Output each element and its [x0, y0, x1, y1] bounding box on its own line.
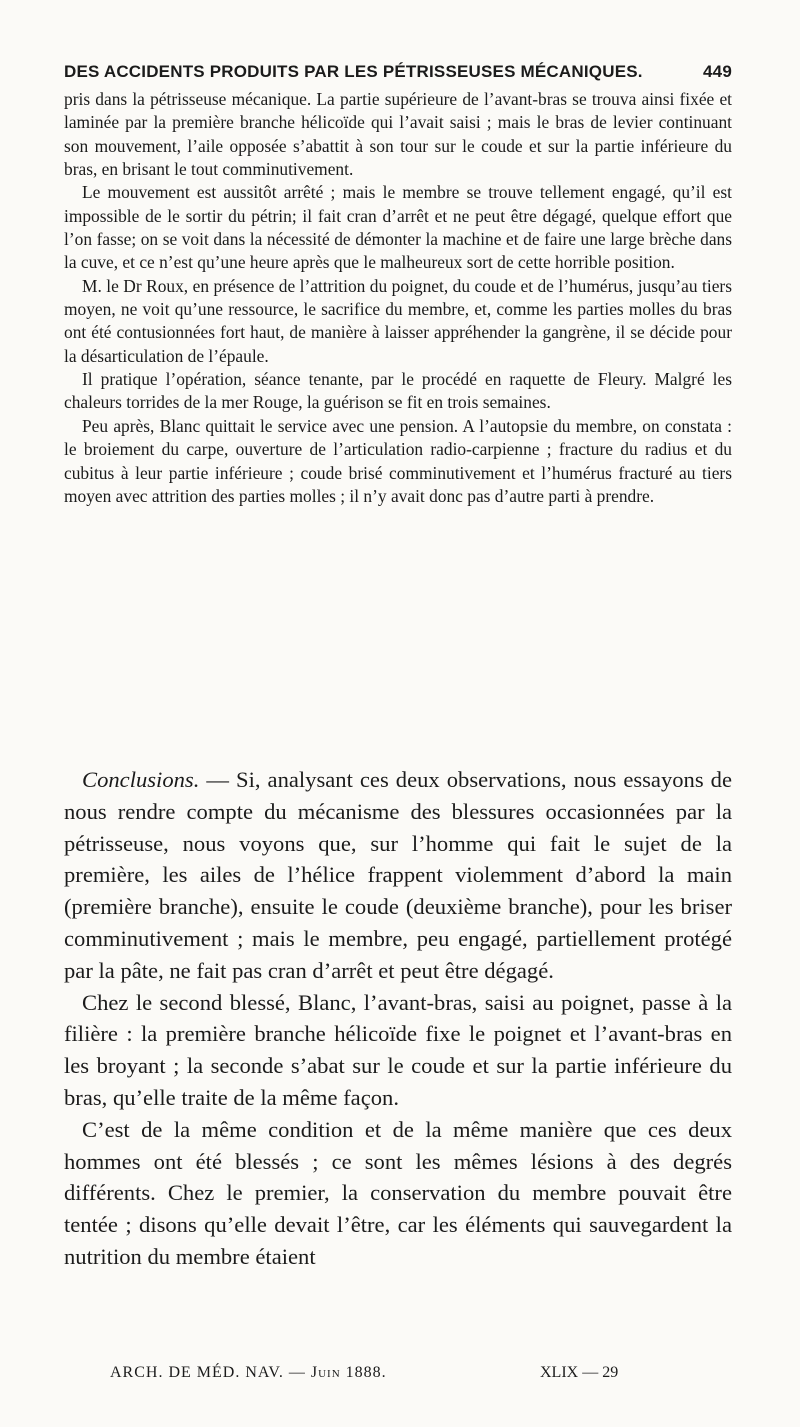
footer-signature: XLIX — 29 [540, 1364, 619, 1381]
running-header [64, 62, 732, 82]
case-report-text [64, 88, 732, 508]
paragraph: Chez le second blessé, Blanc, l’avant-bras, saisi au poignet, passe à la filière : la première branche hélicoïde fixe le poignet et l’avant-bras en les broyant ; la seconde s’abat sur le coude et sur la partie inférieure du bras, qu’elle traite de la même façon. [64, 989, 732, 1110]
conclusions-text: — Si, analysant ces deux observations, nous essayons de nous rendre compte du mécanisme des blessures occasionnées par la pétrisseuse, nous voyons que, sur l’homme qui fait le sujet de la première, les ailes de l’hélice frappent violemment d’abord la main (première branche), ensuite le coude (deuxième branche), pour les briser comminutivement ; mais le membre, peu engagé, partiellement protégé par la pâte, ne fait pas cran d’arrêt et peut être dégagé. [64, 767, 732, 983]
footer-journal: ARCH. DE MÉD. NAV. — Juin 1888. [110, 1364, 387, 1381]
conclusions-section [64, 764, 732, 1273]
paragraph: Le mouvement est aussitôt arrêté ; mais le membre se trouve tellement engagé, qu’il est impossible de le sortir du pétrin; il fait cran d’arrêt et ne peut être dégagé, quelque effort que l’on fasse; on se voit dans la nécessité de démonter la machine et de faire une large brèche dans la cuve, et ce n’est qu’une heure après que le malheureux sort de cette horrible position. [64, 182, 732, 273]
paragraph: Il pratique l’opération, séance tenante, par le procédé en raquette de Fleury. Malgré les chaleurs torrides de la mer Rouge, la guérison se fit en trois semaines. [64, 369, 732, 413]
conclusions-heading: Conclusions. [82, 767, 200, 792]
paragraph: M. le Dr Roux, en présence de l’attrition du poignet, du coude et de l’humérus, jusqu’au tiers moyen, ne voit qu’une ressource, le sacrifice du membre, et, comme les parties molles du bras ont été contusionnées fort haut, de manière à laisser appréhender la gangrène, il se décide pour la désarticulation de l’épaule. [64, 275, 732, 366]
header-title: DES ACCIDENTS PRODUITS PAR LES PÉTRISSEUSES MÉCANIQUES. [64, 62, 643, 81]
page-number: 449 [703, 62, 732, 81]
paragraph: Peu après, Blanc quittait le service avec une pension. A l’autopsie du membre, on constata : le broiement du carpe, ouverture de l’articulation radio-carpienne ; fracture du radius et du cubitus à leur partie inférieure ; coude brisé comminutivement et l’humérus fracturé au tiers moyen avec attrition des parties molles ; il n’y avait donc pas d’autre parti à prendre. [64, 415, 732, 506]
paragraph-continued: pris dans la pétrisseuse mécanique. La partie supérieure de l’avant-bras se trouva ainsi fixée et laminée par la première branche hélicoïde qui l’avait saisi ; mais le bras de levier continuant son mouvement, l’aile opposée s’abattit à son tour sur le coude et sur la partie inférieure du bras, en brisant le tout comminutivement. [64, 89, 732, 180]
paragraph: C’est de la même condition et de la même manière que ces deux hommes ont été blessés ; ce sont les mêmes lésions à des degrés différents. Chez le premier, la conservation du membre pouvait être tentée ; disons qu’elle devait l’être, car les éléments qui sauvegardent la nutrition du membre étaient [64, 1116, 732, 1269]
conclusions-paragraph [64, 764, 732, 987]
